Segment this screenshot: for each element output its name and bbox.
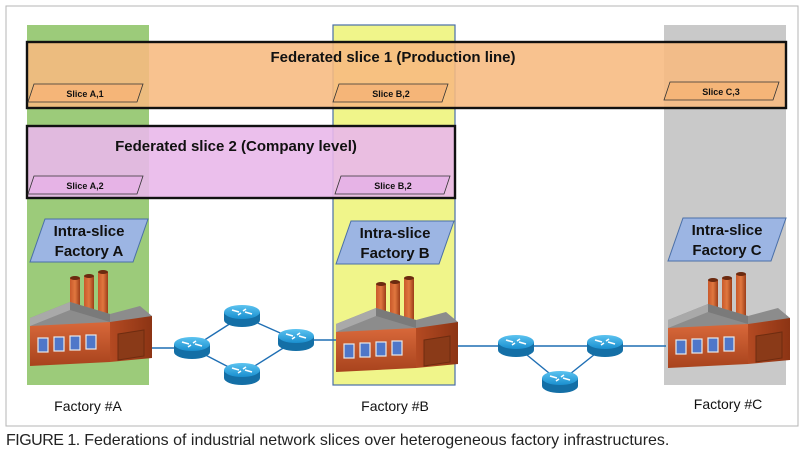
slice-a1-label: Slice A,1 <box>66 89 104 99</box>
factory-b-label: Factory #B <box>361 398 429 414</box>
slice-c3-label: Slice C,3 <box>702 87 740 97</box>
figure-caption-label: FIGURE 1. <box>6 432 80 449</box>
router-icon <box>498 335 534 357</box>
factory-c-label: Factory #C <box>693 396 763 412</box>
intra-slice-a-line2: Factory A <box>54 243 124 260</box>
router-icon <box>278 329 314 351</box>
intra-slice-c-line2: Factory C <box>692 242 762 259</box>
slice-b2-top-label: Slice B,2 <box>372 89 410 99</box>
slice-a2-label: Slice A,2 <box>66 181 104 191</box>
figure-caption-text: Federations of industrial network slices over heterogeneous factory infrastructures. <box>84 432 670 449</box>
router-icon <box>174 337 210 359</box>
intra-slice-c-line1: Intra-slice <box>691 222 763 239</box>
router-icon <box>224 363 260 385</box>
factory-a-label: Factory #A <box>54 398 122 414</box>
federated-slice-1-title: Federated slice 1 (Production line) <box>270 49 516 66</box>
router-icon <box>542 371 578 393</box>
intra-slice-b-line2: Factory B <box>360 245 430 262</box>
figure-caption <box>6 432 669 450</box>
intra-slice-a-line1: Intra-slice <box>53 223 125 240</box>
router-icon <box>224 305 260 327</box>
federated-slice-2-title: Federated slice 2 (Company level) <box>115 138 357 155</box>
slice-b2-bottom-label: Slice B,2 <box>374 181 412 191</box>
router-icon <box>587 335 623 357</box>
intra-slice-b-line1: Intra-slice <box>359 225 431 242</box>
